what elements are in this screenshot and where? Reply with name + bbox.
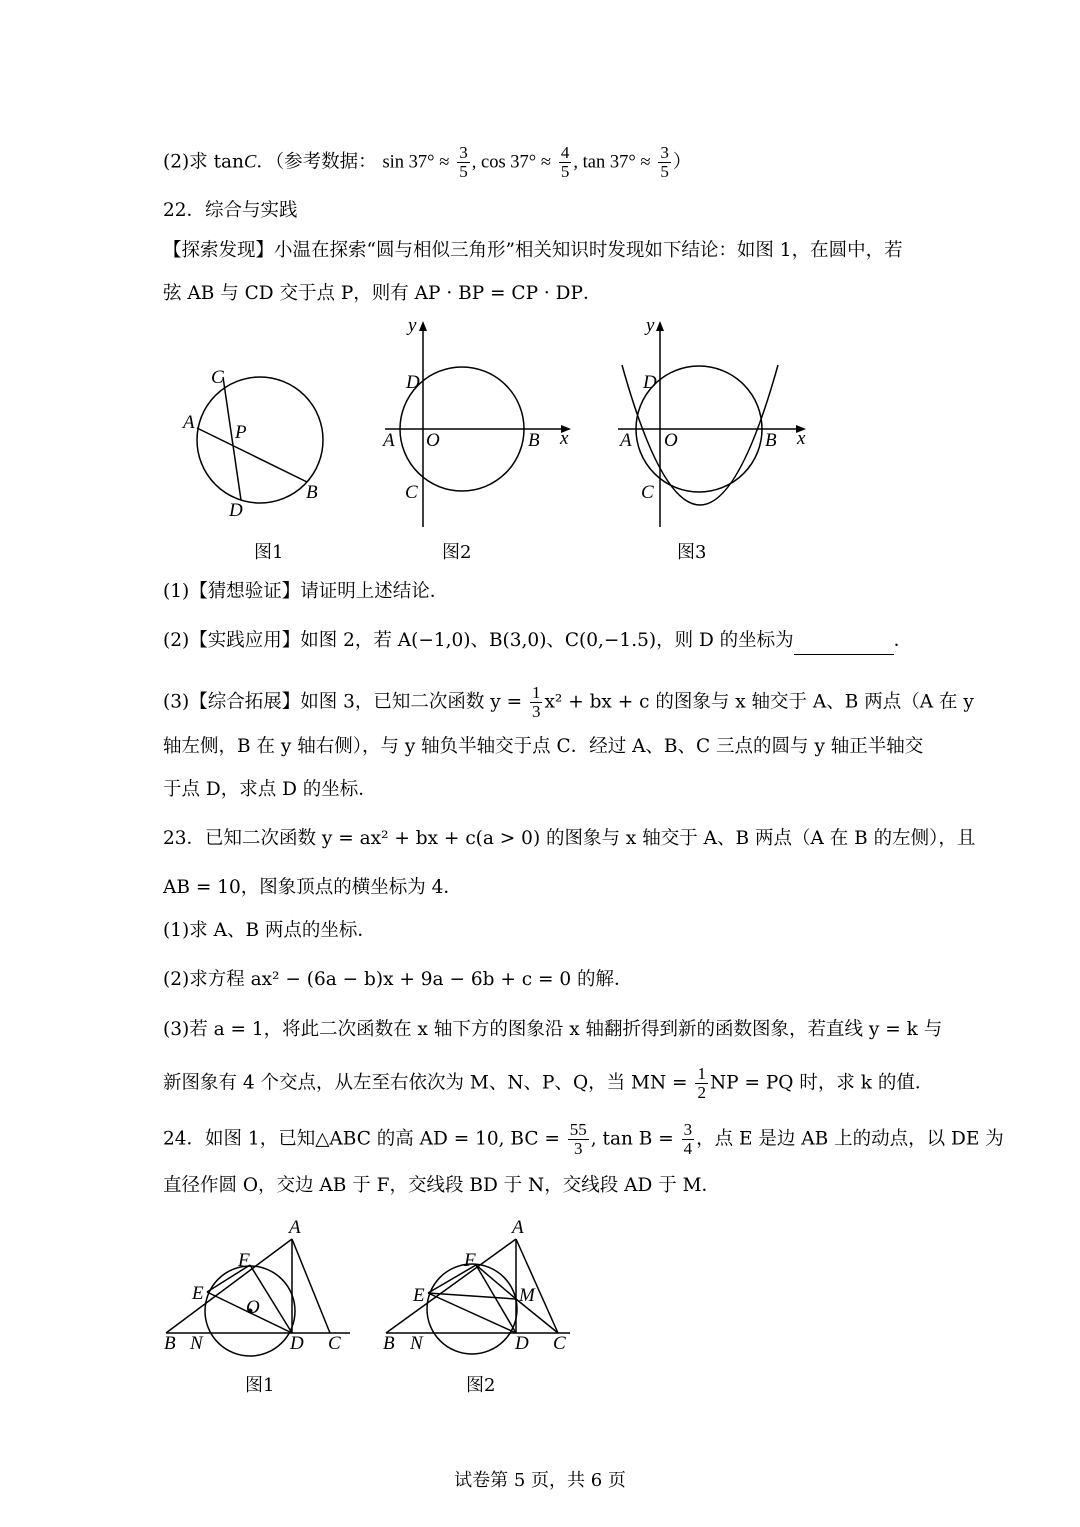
fig2-label-c: C	[405, 482, 418, 503]
q22-figure-3	[610, 315, 820, 535]
q24f2-label-c: C	[553, 1333, 566, 1354]
q22-part3-line2: 轴左侧，B 在 y 轴右侧），与 y 轴负半轴交于点 C．经过 A、B、C 三点的圆与 y 轴正半轴交	[163, 736, 924, 757]
q23-part2: (2)求方程 ax² − (6a − b)x + 9a − 6b + c = 0 的解．	[163, 969, 633, 990]
q22-fig2-caption: 图2	[442, 542, 472, 563]
fig1-label-p: P	[235, 422, 247, 443]
q24f1-label-o: O	[246, 1297, 260, 1318]
q24f2-label-d: D	[515, 1333, 529, 1354]
q24f2-label-e: E	[413, 1285, 425, 1306]
fig2-label-x: x	[560, 428, 569, 449]
q24-fig2-caption: 图2	[466, 1375, 496, 1396]
q24f1-label-e: E	[192, 1283, 204, 1304]
frac-one-third: $\frac{1}{3}$	[531, 683, 541, 721]
q23-part1: (1)求 A、B 两点的坐标．	[163, 920, 376, 941]
frac-tanb: $\frac{3}{4}$	[683, 1120, 693, 1158]
fig2-label-y: y	[408, 315, 417, 336]
frac-sin: $\frac{3}{5}$	[459, 143, 468, 181]
q22-part3-line1: (3)【综合拓展】如图 3，已知二次函数 y = $\frac{1}{3}$ x² + bx + c 的图象与 x 轴交于 A、B 两点（A 在 y	[163, 683, 974, 721]
answer-blank	[794, 636, 894, 655]
fig3-label-c: C	[641, 482, 654, 503]
frac-bc: $\frac{55}{3}$	[569, 1120, 587, 1158]
q23-part3-line1: (3)若 a = 1，将此二次函数在 x 轴下方的图象沿 x 轴翻折得到新的函数图象，若直线 y = k 与	[163, 1019, 943, 1040]
fig3-label-a: A	[620, 430, 632, 451]
q22-figure-2	[375, 315, 585, 535]
q22-fig1-caption: 图1	[254, 542, 284, 563]
fig3-label-x: x	[797, 428, 806, 449]
frac-cos: $\frac{4}{5}$	[560, 143, 570, 181]
frac-one-half: $\frac{1}{2}$	[697, 1064, 706, 1102]
q24-line2: 直径作圆 O，交边 AB 于 F，交线段 BD 于 N，交线段 AD 于 M．	[163, 1175, 721, 1196]
q24-fig1-caption: 图1	[245, 1375, 275, 1396]
fig3-label-o: O	[664, 430, 678, 451]
q24f1-label-f: F	[238, 1250, 250, 1271]
q24f2-label-b: B	[383, 1333, 395, 1354]
fig2-label-b: B	[528, 430, 540, 451]
q22-explore-line2: 弦 AB 与 CD 交于点 P，则有 AP · BP = CP · DP．	[163, 283, 602, 304]
q24f2-label-f: F	[464, 1250, 476, 1271]
q24f1-label-a: A	[289, 1217, 301, 1238]
q22-figure-1	[175, 360, 345, 530]
fig3-label-d: D	[643, 372, 657, 393]
fig3-label-y: y	[646, 315, 655, 336]
q22-title: 22．综合与实践	[163, 200, 298, 221]
q24-figure-1	[160, 1215, 360, 1375]
fig2-label-d: D	[406, 372, 420, 393]
fig1-label-a: A	[183, 412, 195, 433]
fig1-label-b: B	[306, 482, 318, 503]
q22-explore-line1: 【探索发现】小温在探索“圆与相似三角形”相关知识时发现如下结论：如图 1，在圆中，若	[163, 240, 903, 261]
q24f1-label-c: C	[328, 1333, 341, 1354]
q22-part3-line3: 于点 D，求点 D 的坐标．	[163, 779, 377, 800]
q22-part2: (2)【实践应用】如图 2，若 A(−1,0)、B(3,0)、C(0,−1.5)，则 D 的坐标为 ．	[163, 627, 912, 655]
fig2-label-o: O	[426, 430, 440, 451]
q24f2-label-n: N	[410, 1333, 423, 1354]
q24f1-label-b: B	[164, 1333, 176, 1354]
page-footer: 试卷第 5 页，共 6 页	[454, 1470, 626, 1491]
q24-line1: 24．如图 1，已知△ABC 的高 AD = 10, BC = $\frac{55}{3}$ , tan B = $\frac{3}{4}$ ，点 E 是边 AB 上的动点，以 DE 为	[163, 1120, 1004, 1158]
fig1-label-d: D	[229, 500, 243, 521]
q23-part3-line2: 新图象有 4 个交点，从左至右依次为 M、N、P、Q，当 MN = $\frac{1}{2}$ NP = PQ 时，求 k 的值．	[163, 1064, 934, 1102]
frac-tan: $\frac{3}{5}$	[660, 143, 669, 181]
q24f2-label-m: M	[519, 1285, 535, 1306]
q22-part1: (1)【猜想验证】请证明上述结论．	[163, 581, 449, 602]
q23-line1: 23．已知二次函数 y = ax² + bx + c(a > 0) 的图象与 x 轴交于 A、B 两点（A 在 B 的左侧），且	[163, 828, 976, 849]
q24f1-label-n: N	[190, 1333, 203, 1354]
q24f2-label-a: A	[512, 1217, 524, 1238]
fig1-label-c: C	[211, 367, 224, 388]
q22-fig3-caption: 图3	[677, 542, 707, 563]
q21-part2: (2)求 tanC．（参考数据： sin 37° ≈ $\frac{3}{5}$ , cos 37° ≈ $\frac{4}{5}$ , tan 37° ≈ $\frac{3}{5}$ ）	[163, 143, 692, 181]
fig1-circle	[197, 377, 323, 503]
fig3-label-b: B	[765, 430, 777, 451]
q24f1-label-d: D	[290, 1333, 304, 1354]
fig1-chord-ab	[197, 428, 307, 482]
q24-figure-2	[380, 1215, 580, 1375]
q23-line2: AB = 10，图象顶点的横坐标为 4．	[163, 877, 462, 898]
fig2-label-a: A	[383, 430, 395, 451]
